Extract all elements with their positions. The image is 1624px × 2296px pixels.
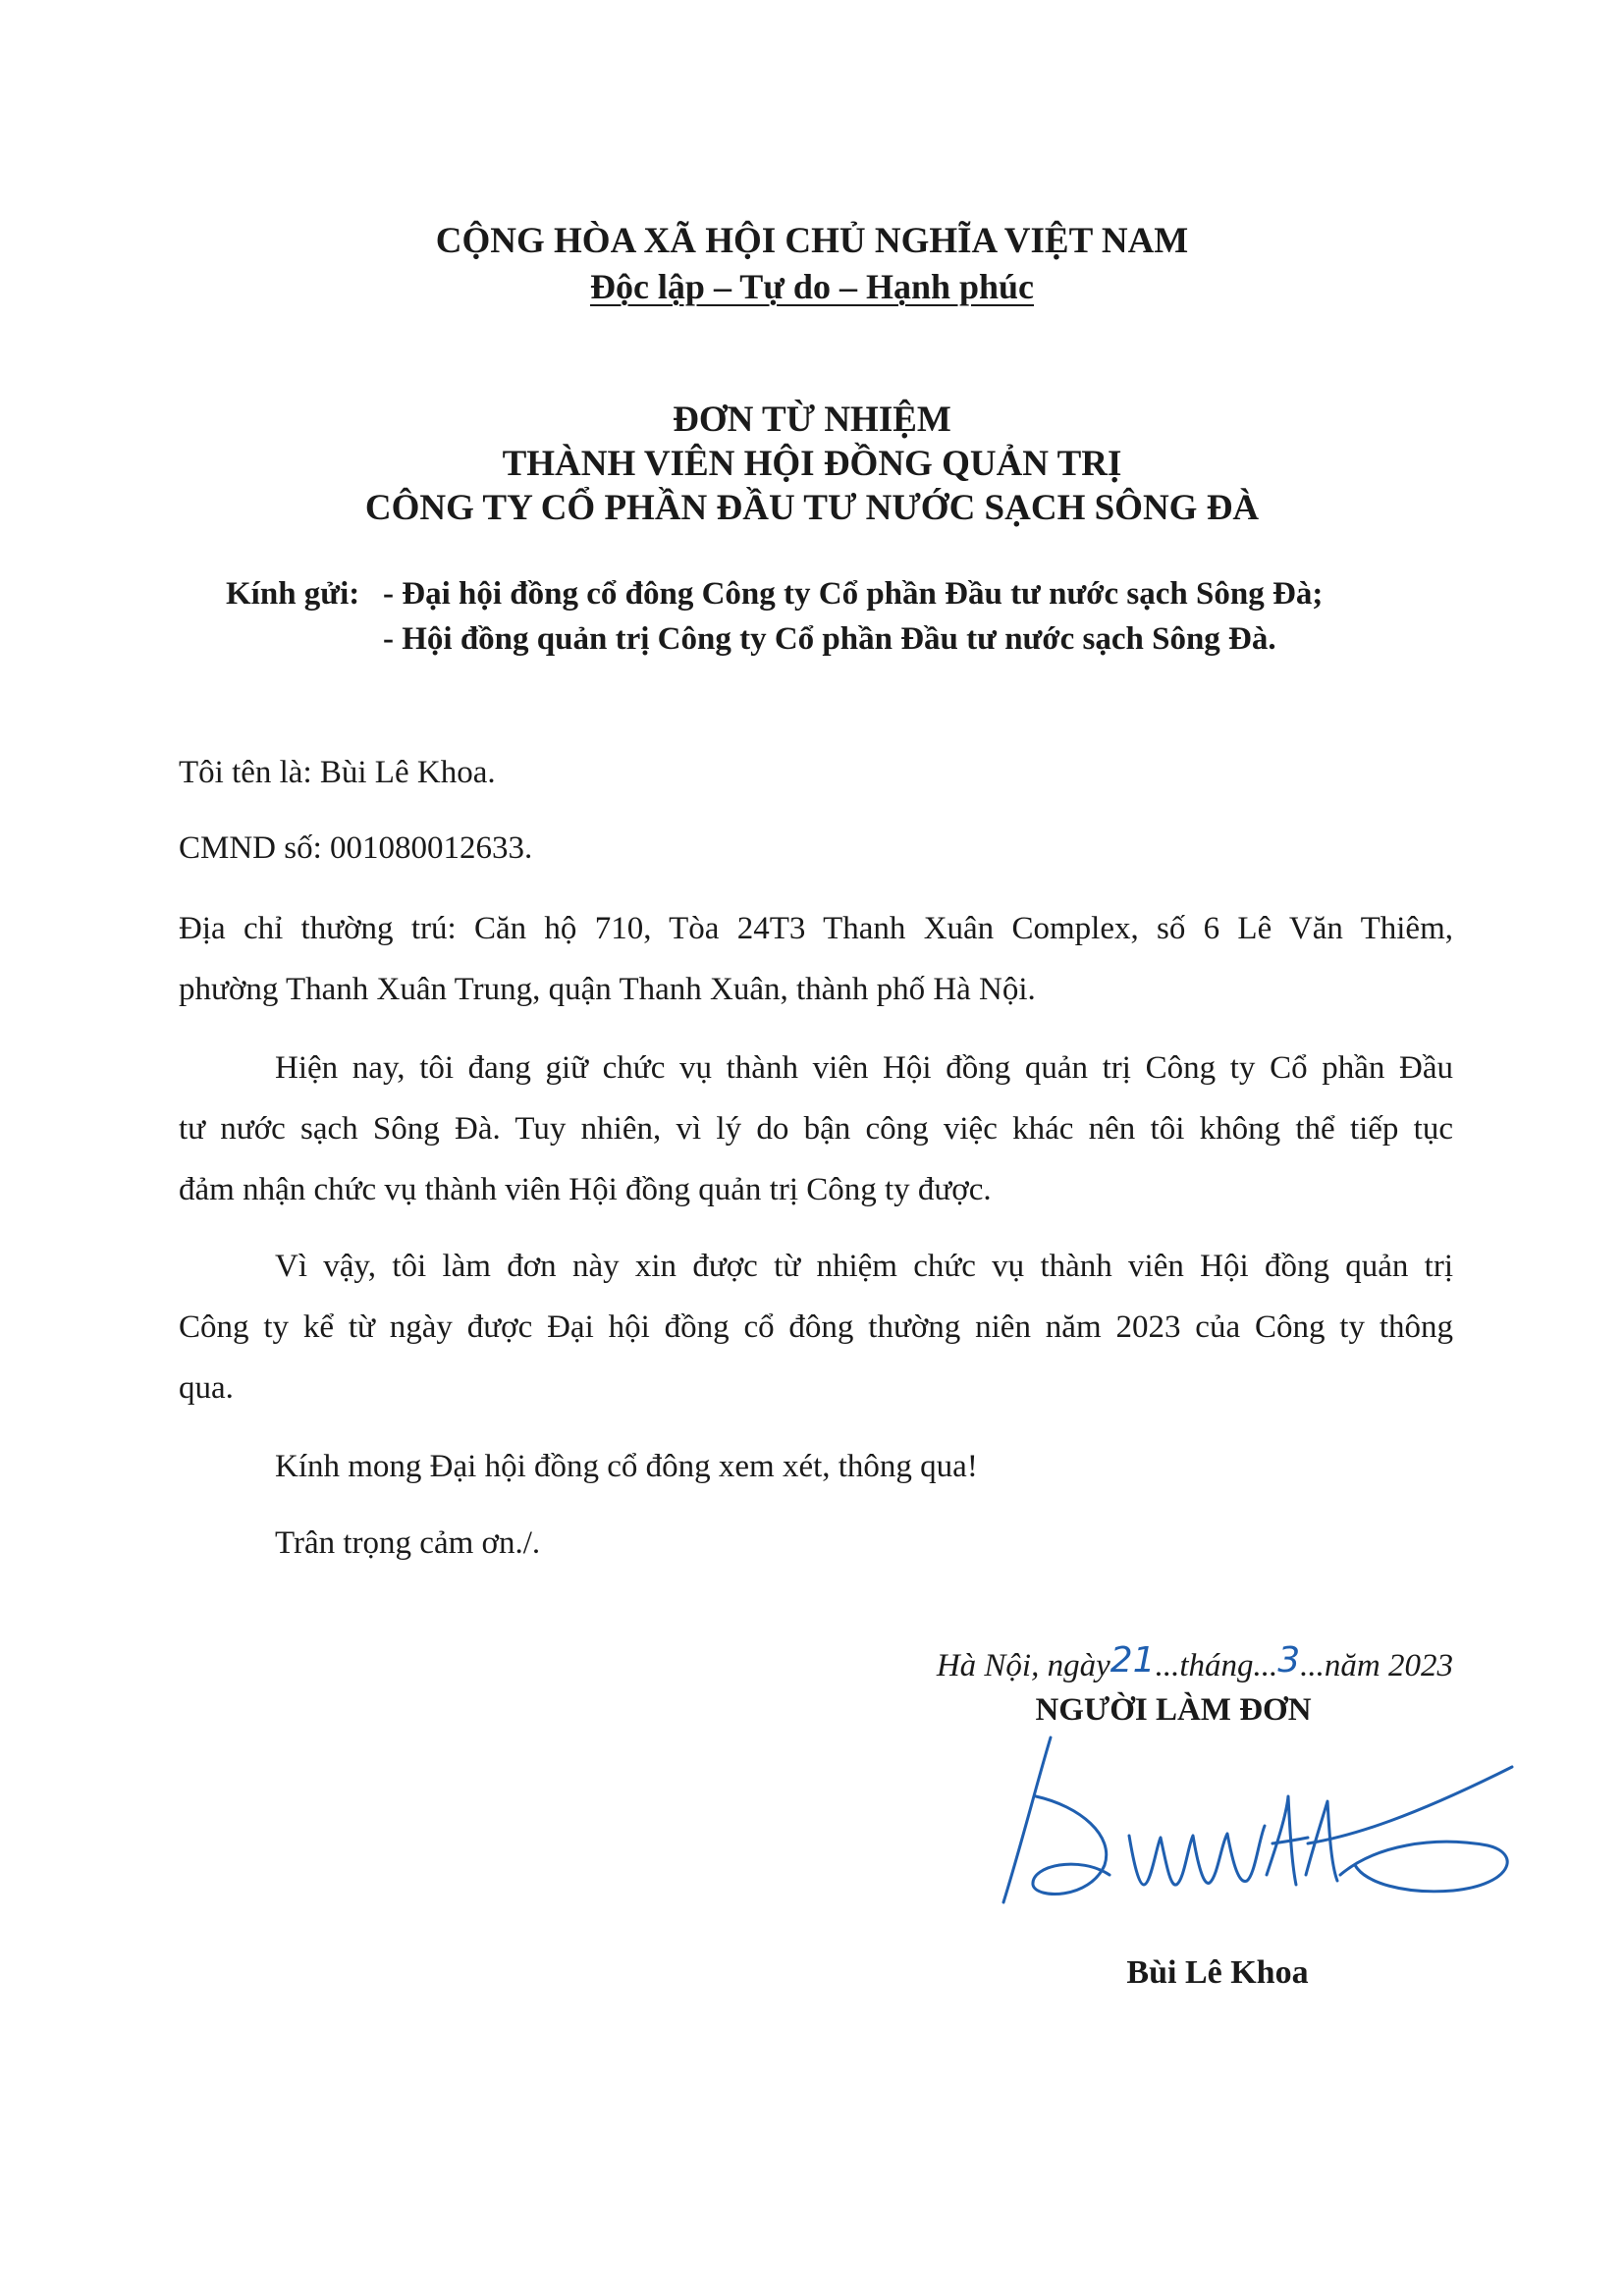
paragraph-1-line-1: Hiện nay, tôi đang giữ chức vụ thành viên Hội đồng quản trị Công ty Cổ phần Đầu [275,1050,1453,1086]
signer-title: NGƯỜI LÀM ĐƠN [1035,1692,1312,1728]
month-label: tháng [1179,1648,1254,1683]
motto-text: Độc lập – Tự do – Hạnh phúc [589,267,1035,306]
national-heading: CỘNG HÒA XÃ HỘI CHỦ NGHĨA VIỆT NAM [435,221,1189,261]
address-line-1: Địa chỉ thường trú: Căn hộ 710, Tòa 24T3 Thanh Xuân Complex, số 6 Lê Văn Thiêm, [179,911,1453,946]
closing-thanks: Trân trọng cảm ơn./. [275,1525,541,1561]
document-title: ĐƠN TỪ NHIỆM [673,400,951,440]
month-dots: ... [1300,1648,1325,1683]
date-prefix: Hà Nội, ngày [936,1648,1110,1683]
paragraph-1-line-3: đảm nhận chức vụ thành viên Hội đồng quản trị Công ty được. [179,1172,992,1207]
recipients-label: Kính gửi: [226,576,360,612]
applicant-id: CMND số: 001080012633. [179,830,533,866]
paragraph-2-line-3: qua. [179,1370,234,1406]
day-dots: ... [1155,1648,1180,1683]
paragraph-1-line-2: tư nước sạch Sông Đà. Tuy nhiên, vì lý do bận công việc khác nên tôi không thể tiếp tục [179,1111,1453,1147]
document-subtitle-2: CÔNG TY CỔ PHẦN ĐẦU TƯ NƯỚC SẠCH SÔNG ĐÀ [364,488,1260,528]
handwritten-day: 21 [1110,1640,1156,1681]
paragraph-2-line-1: Vì vậy, tôi làm đơn này xin được từ nhiệm chức vụ thành viên Hội đồng quản trị [275,1249,1453,1284]
month-dots: ... [1253,1648,1278,1683]
handwritten-signature [943,1728,1532,1914]
applicant-name: Tôi tên là: Bùi Lê Khoa. [179,755,496,790]
paragraph-2-line-2: Công ty kể từ ngày được Đại hội đồng cổ đông thường niên năm 2023 của Công ty thông [179,1309,1453,1345]
year-text: năm 2023 [1324,1648,1453,1683]
national-motto [0,265,1624,308]
closing-request: Kính mong Đại hội đồng cổ đông xem xét, thông qua! [275,1449,978,1484]
document-subtitle-1: THÀNH VIÊN HỘI ĐỒNG QUẢN TRỊ [502,444,1122,484]
recipient-item: - Hội đồng quản trị Công ty Cổ phần Đầu tư nước sạch Sông Đà. [383,621,1276,657]
date-line [854,1640,1453,1685]
address-line-2: phường Thanh Xuân Trung, quận Thanh Xuân, thành phố Hà Nội. [179,972,1036,1007]
signer-name: Bùi Lê Khoa [1126,1954,1309,1991]
handwritten-month: 3 [1277,1640,1301,1681]
recipient-item: - Đại hội đồng cổ đông Công ty Cổ phần Đầu tư nước sạch Sông Đà; [383,576,1324,612]
